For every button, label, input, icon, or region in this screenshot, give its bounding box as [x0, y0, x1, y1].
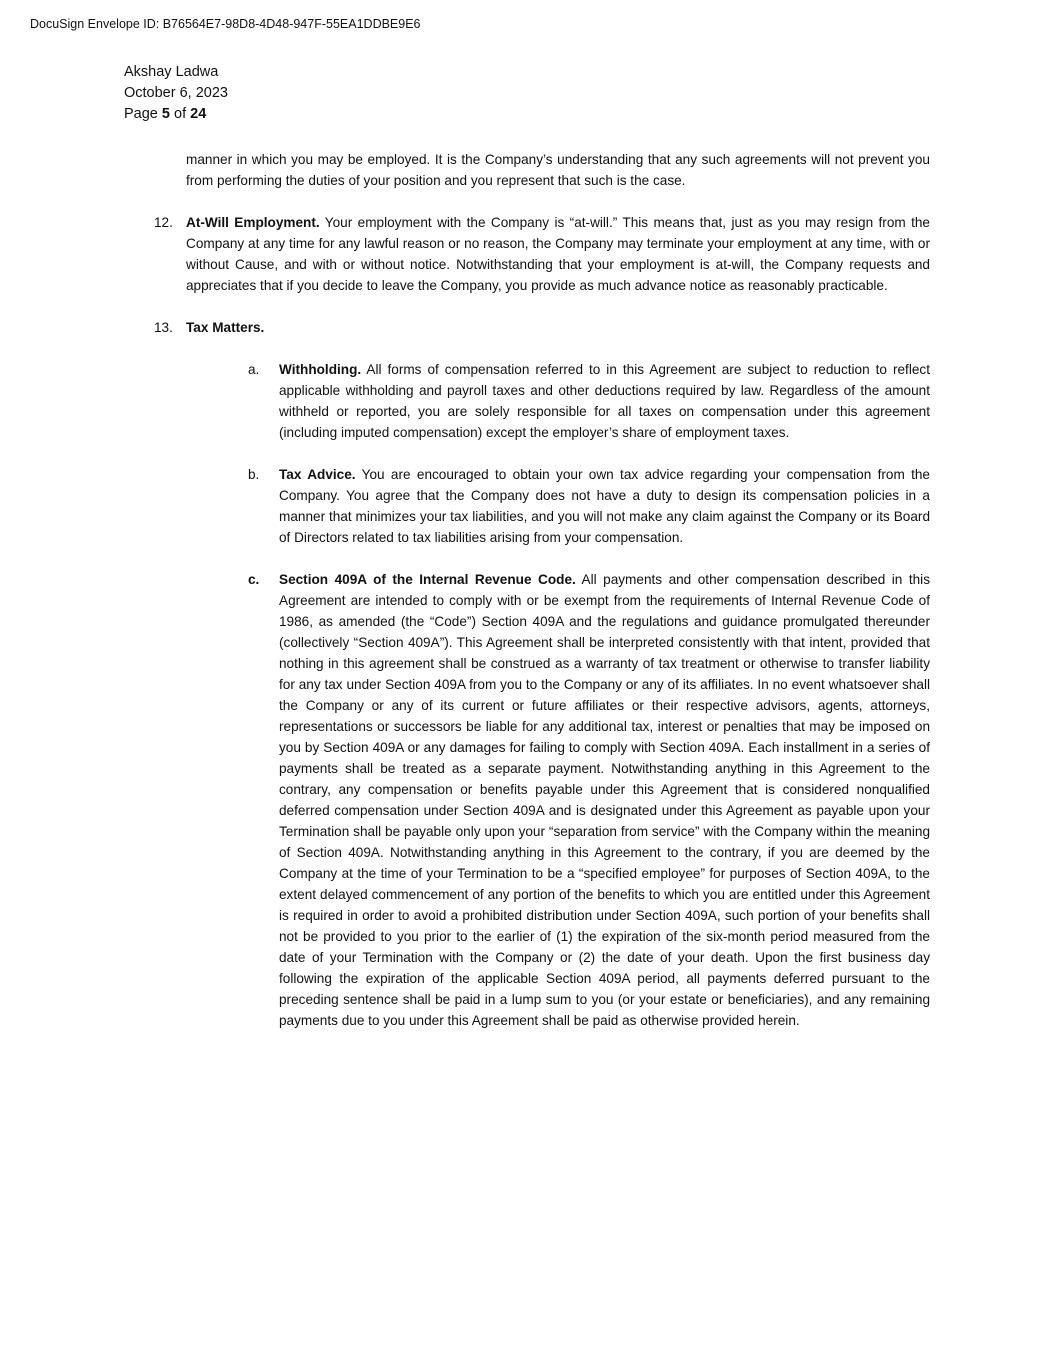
subsection-a [248, 359, 930, 443]
page-total: 24 [190, 106, 207, 122]
section-title: Tax Matters. [186, 320, 265, 335]
subsection-text: All payments and other compensation described in this Agreement are intended to comply with or be exempt from the requirements of Internal Revenue Code of 1986, as amended (the “Code”) Section 409A and the regulations and guidance promulgated thereunder (collectively “Section 409A”). This Agreement shall be interpreted consistently with that intent, provided that nothing in this agreement shall be construed as a warranty of tax treatment or otherwise to transfer liability for any tax under Section 409A from you to the Company or any of its affiliates. In no event whatsoever shall the Company or any of its current or future affiliates or their respective advisors, agents, attorneys, representations or successors be liable for any additional tax, interest or penalties that may be imposed on you by Section 409A or any damages for failing to comply with Section 409A. Each installment in a series of payments shall be treated as a separate payment. Notwithstanding anything in this Agreement to the contrary, any compensation or benefits payable under this Agreement that is considered nonqualified deferred compensation under Section 409A and is designated under this Agreement as payable upon your Termination shall be payable only upon your “separation from service” with the Company within the meaning of Section 409A. Notwithstanding anything in this Agreement to the contrary, if you are deemed by the Company at the time of your Termination to be a “specified employee” for purposes of Section 409A, to the extent delayed commencement of any portion of the benefits to which you are entitled under this Agreement is required in order to avoid a prohibited distribution under Section 409A, such portion of your benefits shall not be provided to you prior to the earlier of (1) the expiration of the six-month period measured from the date of your Termination with the Company or (2) the date of your death. Upon the first business day following the expiration of the applicable Section 409A period, all payments deferred pursuant to the preceding sentence shall be paid in a lump sum to you (or your estate or beneficiaries), and any remaining payments due to you under this Agreement shall be paid as otherwise provided herein. [279, 572, 931, 1028]
recipient-name: Akshay Ladwa [124, 64, 219, 80]
document-body [150, 149, 930, 1052]
section-text: Your employment with the Company is “at-will.” This means that, just as you may resign from the Company at any time for any lawful reason or no reason, the Company may terminate your employment at any time, with or without Cause, and with or without notice. Notwithstanding that your employment is at-will, the Company requests and appreciates that if you decide to leave the Company, you provide as much advance notice as reasonably practicable. [186, 215, 930, 293]
letter-header [124, 62, 228, 125]
subsection-letter: c. [248, 572, 260, 587]
subsection-title: Section 409A of the Internal Revenue Code. [279, 572, 576, 587]
subsection-title: Withholding. [279, 362, 362, 377]
section-13 [154, 317, 930, 338]
section-number: 12. [154, 215, 173, 230]
section-title: At-Will Employment. [186, 215, 320, 230]
subsection-text: You are encouraged to obtain your own tax advice regarding your compensation from the Company. You agree that the Company does not have a duty to design its compensation policies in a manner that minimizes your tax liabilities, and you will not make any claim against the Company or its Board of Directors related to tax liabilities arising from your compensation. [279, 467, 930, 545]
page-current: 5 [161, 106, 170, 122]
page-prefix: Page [124, 106, 162, 122]
letter-date: October 6, 2023 [124, 85, 228, 101]
subsection-b [248, 464, 930, 548]
subsection-letter: a. [248, 362, 260, 377]
envelope-id: DocuSign Envelope ID: B76564E7-98D8-4D48-947F-55EA1DDBE9E6 [30, 17, 421, 31]
page-of: of [169, 106, 191, 122]
subsection-title: Tax Advice. [279, 467, 356, 482]
continuation-paragraph: manner in which you may be employed. It is the Company’s understanding that any such agreements will not prevent you from performing the duties of your position and you represent that such is the case. [186, 152, 930, 188]
section-12 [154, 212, 930, 296]
section-number: 13. [154, 320, 173, 335]
subsection-c [248, 569, 931, 1031]
page-number [124, 104, 228, 125]
subsection-letter: b. [248, 467, 260, 482]
subsection-text: All forms of compensation referred to in this Agreement are subject to reduction to reflect applicable withholding and payroll taxes and other deductions required by law. Regardless of the amount withheld or reported, you are solely responsible for all taxes on compensation under this agreement (including imputed compensation) except the employer’s share of employment taxes. [279, 362, 930, 440]
